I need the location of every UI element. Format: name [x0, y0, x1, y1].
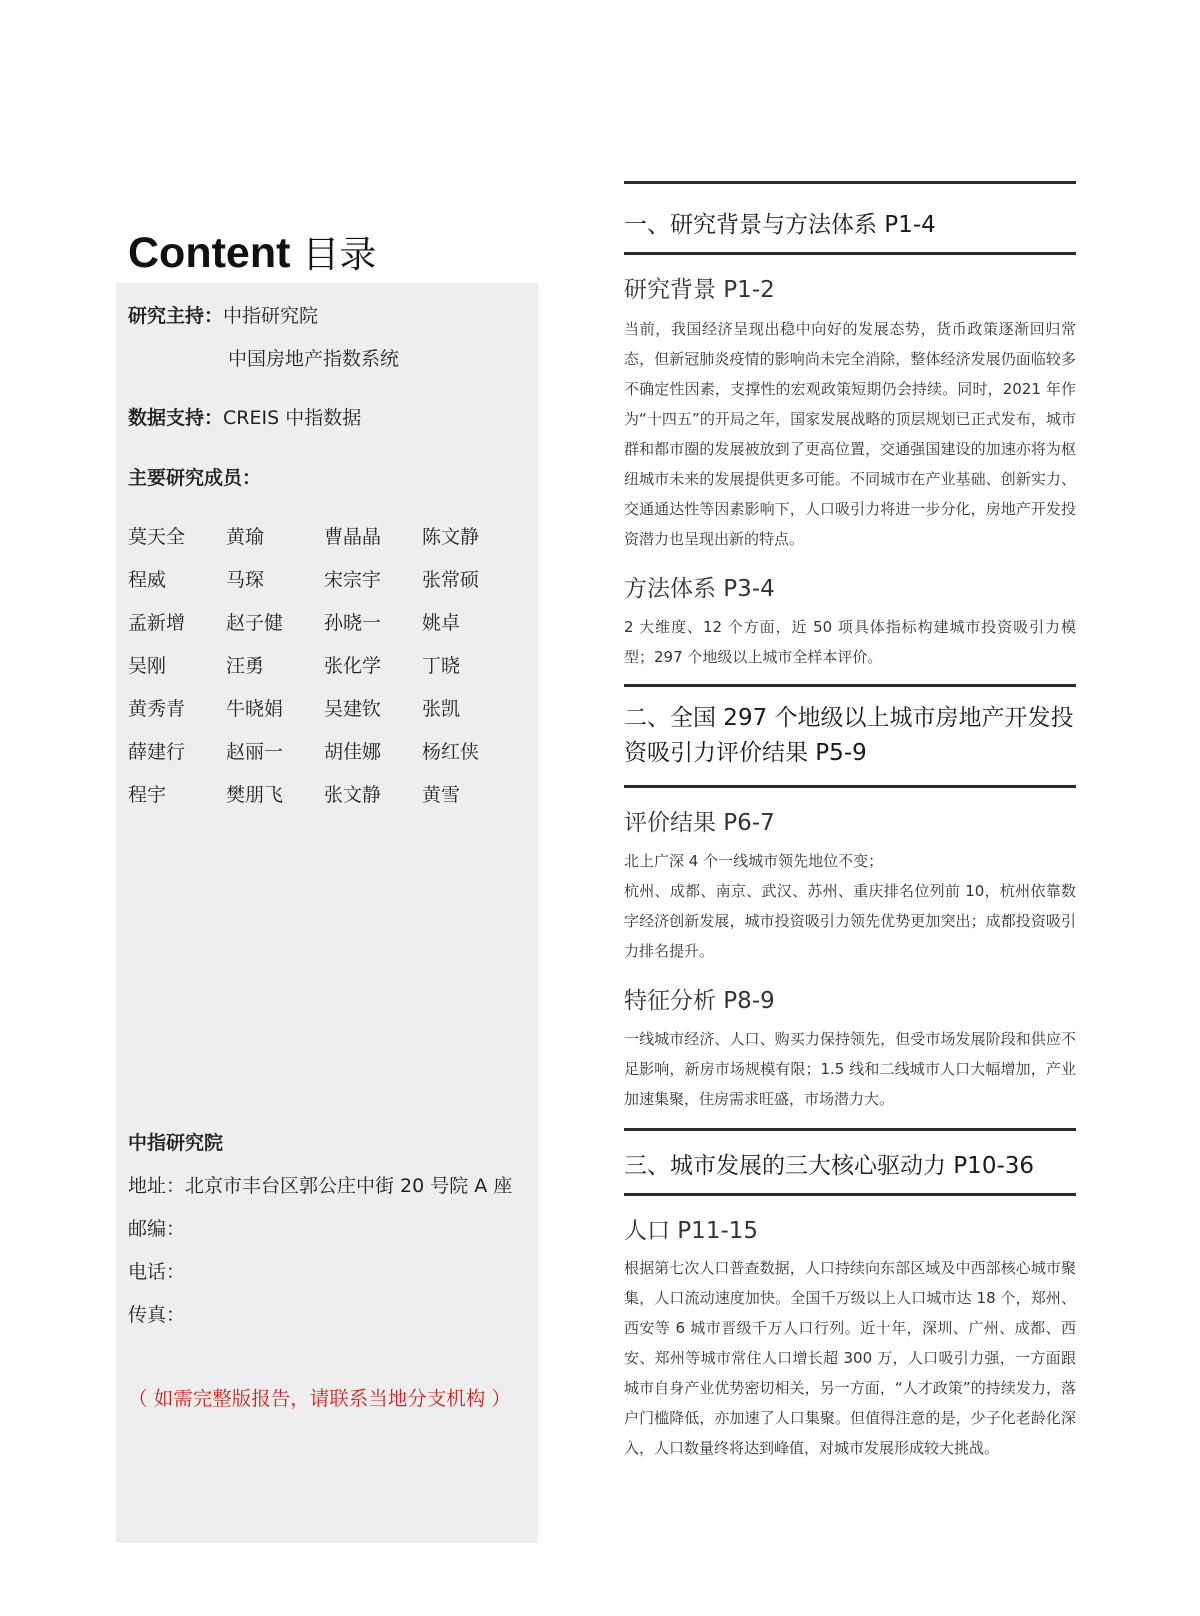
divider [624, 1193, 1076, 1196]
page-title [128, 228, 376, 280]
section-2-heading: 二、全国 297 个地级以上城市房地产开发投资吸引力评价结果 P5-9 [624, 705, 1074, 766]
member-name: 薛建行 [128, 741, 186, 763]
paragraph: 根据第七次人口普查数据，人口持续向东部区域及中西部核心城市聚集，人口流动速度加快。全国千万级以上人口城市达 18 个，郑州、西安等 6 城市晋级千万人口行列。近十年，深圳、广州、成都、西安、郑州等城市常住人口增长超 300 万，人口吸引力强，一方面跟城市自身产业优势密切相关，另一方面，“人才政策”的持续发力，落户门槛降低，亦加速了人口集聚。但值得注意的是，少子化老龄化深入，人口数量终将达到峰值，对城市发展形成较大挑战。 [624, 1259, 1076, 1457]
paragraph: 2 大维度、12 个方面，近 50 项具体指标构建城市投资吸引力模型；297 个地级以上城市全样本评价。 [624, 618, 1076, 666]
member-name: 莫天全 [128, 526, 186, 548]
member-name: 黄瑜 [226, 526, 265, 548]
member-name: 杨红侠 [422, 741, 480, 763]
subsection-heading: 人口 P11-15 [624, 1218, 759, 1244]
member-name: 程宇 [128, 784, 167, 806]
member-row [128, 524, 520, 567]
member-name: 孙晓一 [324, 612, 382, 634]
divider [624, 181, 1076, 184]
paragraph: 当前，我国经济呈现出稳中向好的发展态势，货币政策逐渐回归常态，但新冠肺炎疫情的影响尚未完全消除，整体经济发展仍面临较多不确定性因素，支撑性的宏观政策短期仍会持续。同时，2021 年作为“十四五”的开局之年，国家发展战略的顶层规划已正式发布，城市群和都市圈的发展被放到了更高位置，交通强国建设的加速亦将为枢纽城市未来的发展提供更多可能。不同城市在产业基础、创新实力、交通通达性等因素影响下，人口吸引力将进一步分化，房地产开发投资潜力也呈现出新的特点。 [624, 320, 1076, 548]
member-name: 樊朋飞 [226, 784, 284, 806]
member-name: 孟新增 [128, 612, 186, 634]
address: 地址：北京市丰台区郭公庄中街 20 号院 A 座 [128, 1175, 513, 1197]
member-name: 姚卓 [422, 612, 461, 634]
paragraph: 杭州、成都、南京、武汉、苏州、重庆排名位列前 10，杭州依靠数字经济创新发展，城市投资吸引力领先优势更加突出；成都投资吸引力排名提升。 [624, 882, 1076, 960]
member-row [128, 696, 520, 739]
data-support-label: 数据支持： [128, 407, 224, 429]
subsection-heading: 研究背景 P1-2 [624, 277, 775, 303]
member-name: 胡佳娜 [324, 741, 382, 763]
member-name: 曹晶晶 [324, 526, 382, 548]
host-name-1: 中指研究院 [223, 305, 319, 327]
title-cn: 目录 [302, 233, 377, 276]
paragraph: 北上广深 4 个一线城市领先地位不变； [624, 852, 884, 870]
member-name: 汪勇 [226, 655, 265, 677]
member-name: 黄雪 [422, 784, 461, 806]
postcode: 邮编： [128, 1218, 186, 1240]
member-name: 马琛 [226, 569, 265, 591]
org-name: 中指研究院 [128, 1132, 224, 1154]
member-row [128, 782, 520, 825]
subsection-heading: 方法体系 P3-4 [624, 576, 775, 602]
contact-note: （ 如需完整版报告，请联系当地分支机构 ） [128, 1387, 511, 1410]
member-name: 吴建钦 [324, 698, 382, 720]
divider [624, 684, 1076, 687]
member-row [128, 567, 520, 610]
subsection-heading: 特征分析 P8-9 [624, 988, 775, 1014]
subsection-heading: 评价结果 P6-7 [624, 810, 775, 836]
member-name: 牛晓娟 [226, 698, 284, 720]
member-name: 吴刚 [128, 655, 167, 677]
members-heading: 主要研究成员： [128, 467, 262, 489]
phone: 电话： [128, 1261, 186, 1283]
fax: 传真： [128, 1304, 186, 1326]
section-1-heading: 一、研究背景与方法体系 P1-4 [624, 212, 936, 238]
member-grid [128, 524, 520, 825]
member-name: 赵丽一 [226, 741, 284, 763]
divider [624, 1128, 1076, 1131]
member-name: 张文静 [324, 784, 382, 806]
member-row [128, 610, 520, 653]
title-en: Content [128, 229, 291, 277]
host-name-2: 中国房地产指数系统 [228, 348, 400, 370]
divider [624, 252, 1076, 255]
member-name: 丁晓 [422, 655, 461, 677]
member-name: 赵子健 [226, 612, 284, 634]
host-label: 研究主持： [128, 305, 224, 327]
paragraph: 一线城市经济、人口、购买力保持领先，但受市场发展阶段和供应不足影响，新房市场规模有限；1.5 线和二线城市人口大幅增加，产业加速集聚，住房需求旺盛，市场潜力大。 [624, 1030, 1076, 1108]
member-name: 张化学 [324, 655, 382, 677]
divider [624, 785, 1076, 788]
member-name: 张凯 [422, 698, 461, 720]
member-row [128, 739, 520, 782]
member-row [128, 653, 520, 696]
member-name: 黄秀青 [128, 698, 186, 720]
data-support-value: CREIS 中指数据 [223, 407, 362, 429]
section-3-heading: 三、城市发展的三大核心驱动力 P10-36 [624, 1153, 1035, 1179]
member-name: 陈文静 [422, 526, 480, 548]
member-name: 张常硕 [422, 569, 480, 591]
data-support-line [128, 405, 361, 431]
member-name: 程威 [128, 569, 167, 591]
member-name: 宋宗宇 [324, 569, 382, 591]
host-line [128, 303, 318, 329]
